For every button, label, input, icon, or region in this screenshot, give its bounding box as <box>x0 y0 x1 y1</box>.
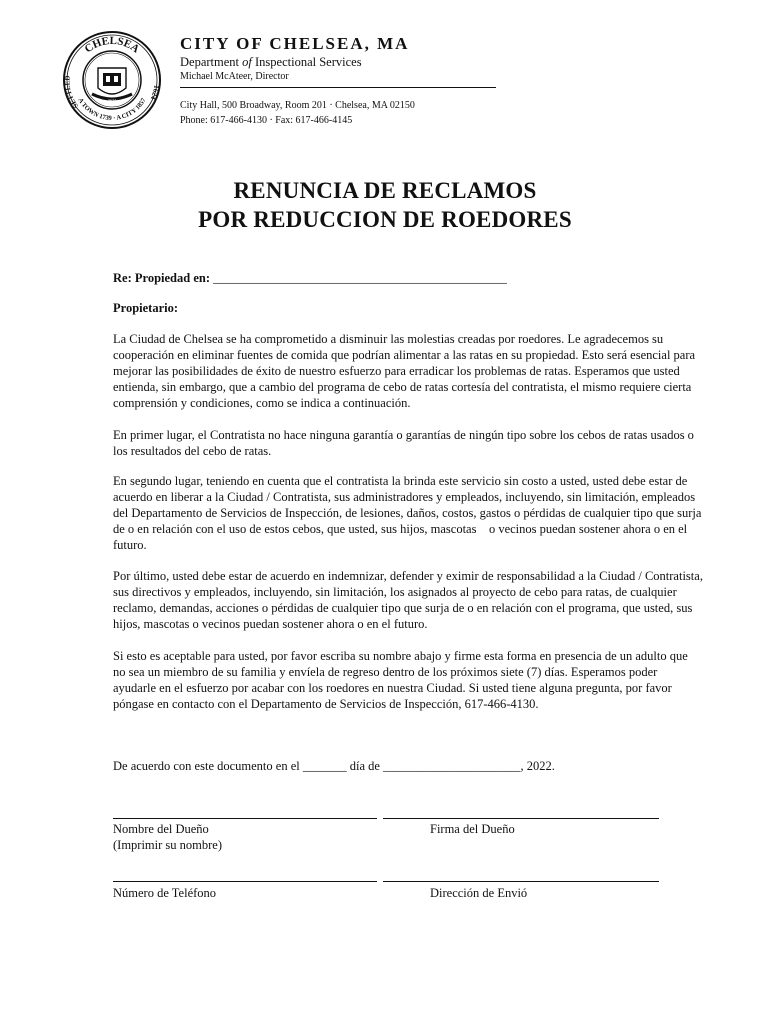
owner-name-label: Nombre del Dueño <box>113 822 209 836</box>
paragraph-contact: Si esto es aceptable para usted, por favor escriba su nombre abajo y firme esta forma en presencia de un adulto que no sea un miembro de su familia y envíela de regreso dentro de los próximos siete (7) días. Esperamos poder ayudarle en el esfuerzo por acabar con los roedores en nuestra Ciudad. Si usted tiene alguna pregunta, por favor póngase en contacto con el Departamento de Servicios de Inspección, 617-466-4130. <box>113 649 688 711</box>
mailing-address-label: Dirección de Envió <box>430 886 528 900</box>
document-title: RENUNCIA DE RECLAMOS POR REDUCCION DE ROEDORES <box>198 178 572 232</box>
director-name: Michael McAteer, Director <box>180 70 496 88</box>
letterhead <box>180 33 496 128</box>
city-seal-logo <box>62 30 162 130</box>
paragraph-first: En primer lugar, el Contratista no hace ninguna garantía o garantías de ningún tipo sobre los cebos de ratas usados o los resultados del cebo de ratas. <box>113 428 694 458</box>
owner-label: Propietario: <box>113 301 179 315</box>
city-hall-address: City Hall, 500 Broadway, Room 201 · Chelsea, MA 02150 <box>180 100 415 111</box>
phone-number-line[interactable] <box>113 881 377 882</box>
svg-text:1624: 1624 <box>108 98 116 103</box>
paragraph-last: Por último, usted debe estar de acuerdo en indemnizar, defender y eximir de responsabilidad a la Ciudad / Contratista, sus directivos y empleados, incluyendo, sin limitación, los asignados al proyecto de cebo para ratas, de cualquier reclamo, demandas, acciones o pérdidas de cualquier tipo que surja de o en relación con el programa, que usted, sus hijos, mascotas o vecinos puedan sostener ahora o en el futuro. <box>113 569 703 631</box>
mailing-address-line[interactable] <box>383 881 659 882</box>
department-name: Department of Inspectional Services <box>180 55 362 69</box>
phone-number-label: Número de Teléfono <box>113 886 217 900</box>
property-line: Re: Propiedad en: _______________________________________________ <box>113 271 507 285</box>
owner-signature-line[interactable] <box>383 818 659 819</box>
owner-signature-label: Firma del Dueño <box>430 822 515 836</box>
phone-fax: Phone: 617-466-4130 · Fax: 617-466-4145 <box>180 115 353 126</box>
paragraph-intro: La Ciudad de Chelsea se ha comprometido a disminuir las molestias creadas por roedores. Le agradecemos su cooperación en eliminar fuentes de comida que podrían alimentar a las ratas en su propiedad. Esto será esencial para mejorar las posibilidades de éxito de nuestro esfuerzo para erradicar los problemas de ratas. Esperamos que usted entienda, sin embargo, que a cambio del programa de cebo de ratas cortesía del contratista, el mismo requiere cierta comprensión y condiciones, como se indica a continuación. <box>113 332 696 410</box>
svg-text:A TOWN 1739 · A CITY 1857: A TOWN 1739 · A CITY 1857 <box>76 97 148 123</box>
paragraph-second: En segundo lugar, teniendo en cuenta que el contratista la brinda este servicio sin costo a usted, usted debe estar de acuerdo en liberar a la Ciudad / Contratista, sus administradores y empleados, incluyendo, sin limitación, empleados del Departamento de Servicios de Inspección, de lesiones, daños, costos, gastos o pérdidas de cualquier tipo que surja de o en relación con el uso de estos cebos, que usted, sus hijos, mascotas o vecinos puedan sostener ahora o en el futuro. <box>113 474 705 552</box>
agreement-date-line: De acuerdo con este documento en el _______ día de ______________________, 2022. <box>113 759 555 773</box>
svg-text:CHELSEA: CHELSEA <box>82 34 142 56</box>
city-name: CITY OF CHELSEA, MA <box>180 34 410 53</box>
owner-name-line[interactable] <box>113 818 377 819</box>
svg-text:SETTLED: SETTLED <box>63 75 81 110</box>
svg-text:1624: 1624 <box>148 84 161 101</box>
owner-name-note: (Imprimir su nombre) <box>113 838 223 852</box>
